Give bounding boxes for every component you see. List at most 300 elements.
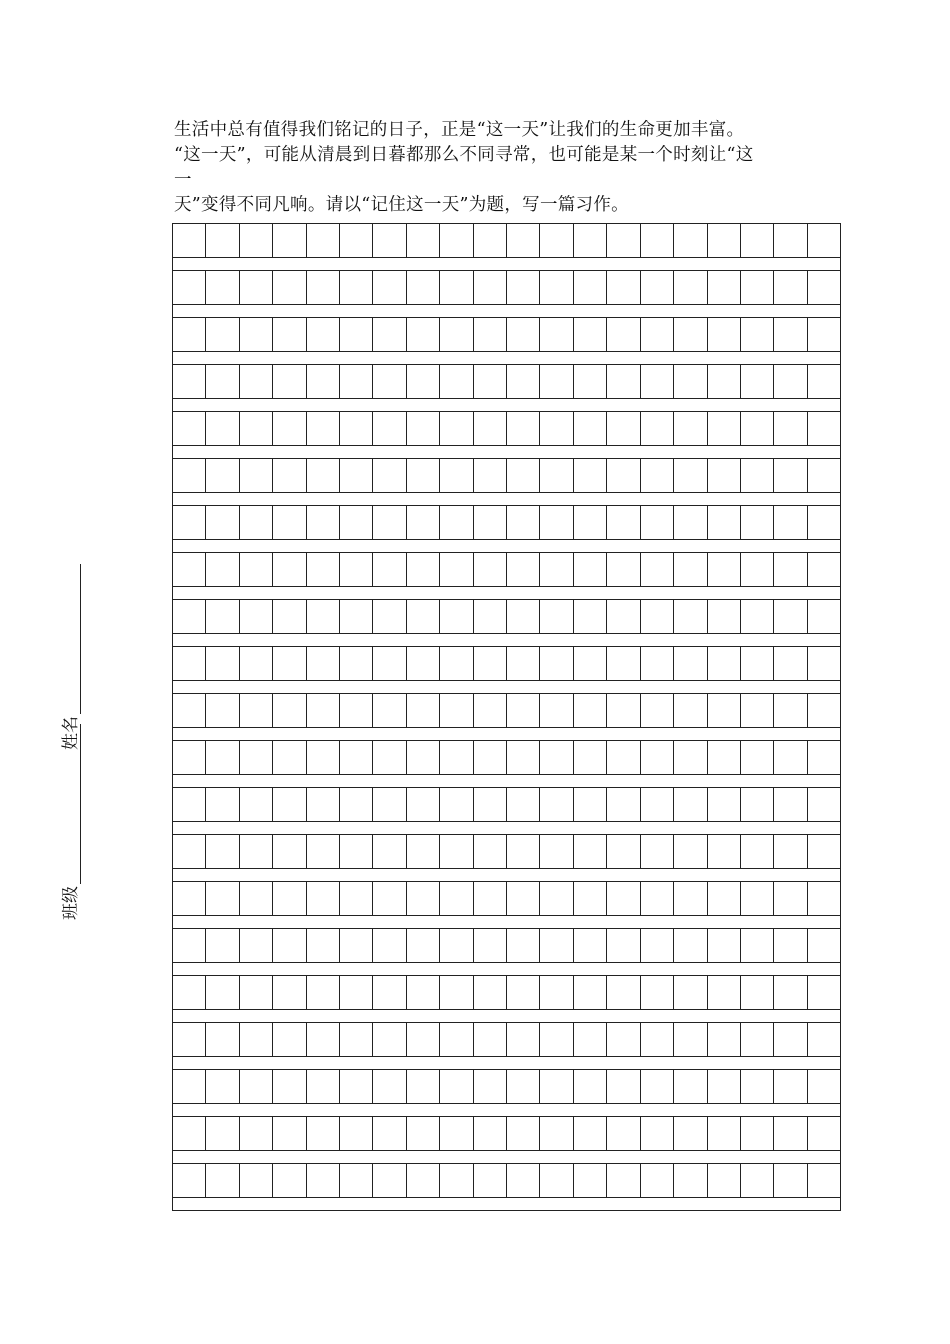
grid-cell[interactable] [206, 600, 239, 633]
grid-cell[interactable] [474, 741, 507, 774]
grid-cell[interactable] [307, 976, 340, 1009]
grid-cell[interactable] [607, 224, 640, 257]
grid-cell[interactable] [206, 459, 239, 492]
grid-cell[interactable] [474, 1070, 507, 1103]
grid-cell[interactable] [708, 459, 741, 492]
grid-cell[interactable] [407, 459, 440, 492]
grid-cell[interactable] [340, 318, 373, 351]
grid-cell[interactable] [340, 976, 373, 1009]
grid-cell[interactable] [507, 412, 540, 445]
grid-cell[interactable] [440, 694, 473, 727]
grid-cell[interactable] [674, 506, 707, 539]
grid-cell[interactable] [273, 694, 306, 727]
grid-cell[interactable] [206, 882, 239, 915]
grid-cell[interactable] [206, 1023, 239, 1056]
grid-cell[interactable] [540, 1023, 573, 1056]
grid-cell[interactable] [574, 318, 607, 351]
grid-cell[interactable] [273, 506, 306, 539]
grid-cell[interactable] [540, 929, 573, 962]
grid-cell[interactable] [540, 459, 573, 492]
grid-cell[interactable] [440, 647, 473, 680]
grid-cell[interactable] [373, 882, 406, 915]
grid-cell[interactable] [741, 741, 774, 774]
name-blank-line[interactable] [62, 564, 81, 714]
grid-cell[interactable] [741, 1023, 774, 1056]
grid-cell[interactable] [474, 600, 507, 633]
grid-cell[interactable] [240, 882, 273, 915]
grid-cell[interactable] [607, 976, 640, 1009]
grid-cell[interactable] [307, 1070, 340, 1103]
grid-cell[interactable] [240, 271, 273, 304]
grid-cell[interactable] [641, 882, 674, 915]
grid-cell[interactable] [340, 600, 373, 633]
grid-cell[interactable] [540, 835, 573, 868]
grid-cell[interactable] [607, 365, 640, 398]
grid-cell[interactable] [607, 412, 640, 445]
grid-cell[interactable] [273, 365, 306, 398]
grid-cell[interactable] [774, 1023, 807, 1056]
grid-cell[interactable] [206, 976, 239, 1009]
grid-cell[interactable] [641, 459, 674, 492]
grid-cell[interactable] [273, 1117, 306, 1150]
grid-cell[interactable] [340, 1070, 373, 1103]
grid-cell[interactable] [574, 412, 607, 445]
grid-cell[interactable] [641, 976, 674, 1009]
grid-cell[interactable] [307, 694, 340, 727]
grid-cell[interactable] [641, 224, 674, 257]
grid-cell[interactable] [540, 365, 573, 398]
grid-cell[interactable] [708, 506, 741, 539]
grid-cell[interactable] [173, 882, 206, 915]
grid-cell[interactable] [407, 553, 440, 586]
grid-cell[interactable] [173, 412, 206, 445]
grid-cell[interactable] [741, 318, 774, 351]
grid-cell[interactable] [373, 506, 406, 539]
grid-cell[interactable] [307, 882, 340, 915]
grid-cell[interactable] [474, 882, 507, 915]
grid-cell[interactable] [340, 365, 373, 398]
grid-cell[interactable] [373, 318, 406, 351]
grid-cell[interactable] [674, 553, 707, 586]
grid-cell[interactable] [607, 553, 640, 586]
grid-cell[interactable] [173, 788, 206, 821]
grid-cell[interactable] [741, 1117, 774, 1150]
grid-cell[interactable] [641, 600, 674, 633]
grid-cell[interactable] [774, 271, 807, 304]
grid-cell[interactable] [574, 1023, 607, 1056]
grid-cell[interactable] [407, 788, 440, 821]
grid-cell[interactable] [373, 1117, 406, 1150]
grid-cell[interactable] [641, 788, 674, 821]
grid-cell[interactable] [273, 835, 306, 868]
grid-cell[interactable] [607, 1070, 640, 1103]
grid-cell[interactable] [240, 1164, 273, 1197]
grid-cell[interactable] [240, 741, 273, 774]
grid-cell[interactable] [240, 1023, 273, 1056]
grid-cell[interactable] [774, 506, 807, 539]
grid-cell[interactable] [407, 647, 440, 680]
grid-cell[interactable] [708, 882, 741, 915]
grid-cell[interactable] [607, 506, 640, 539]
grid-cell[interactable] [173, 1164, 206, 1197]
grid-cell[interactable] [507, 647, 540, 680]
grid-cell[interactable] [373, 694, 406, 727]
grid-cell[interactable] [240, 412, 273, 445]
grid-cell[interactable] [708, 694, 741, 727]
grid-cell[interactable] [741, 788, 774, 821]
grid-cell[interactable] [574, 694, 607, 727]
grid-cell[interactable] [774, 224, 807, 257]
grid-cell[interactable] [206, 1070, 239, 1103]
grid-cell[interactable] [273, 271, 306, 304]
grid-cell[interactable] [273, 318, 306, 351]
grid-cell[interactable] [574, 506, 607, 539]
grid-cell[interactable] [474, 1164, 507, 1197]
grid-cell[interactable] [574, 1117, 607, 1150]
grid-cell[interactable] [440, 741, 473, 774]
grid-cell[interactable] [474, 459, 507, 492]
grid-cell[interactable] [273, 600, 306, 633]
grid-cell[interactable] [340, 224, 373, 257]
grid-cell[interactable] [808, 788, 840, 821]
grid-cell[interactable] [641, 1164, 674, 1197]
grid-cell[interactable] [474, 788, 507, 821]
grid-cell[interactable] [674, 1164, 707, 1197]
grid-cell[interactable] [474, 365, 507, 398]
grid-cell[interactable] [607, 647, 640, 680]
grid-cell[interactable] [173, 1070, 206, 1103]
grid-cell[interactable] [708, 788, 741, 821]
grid-cell[interactable] [674, 271, 707, 304]
grid-cell[interactable] [607, 1164, 640, 1197]
grid-cell[interactable] [474, 694, 507, 727]
grid-cell[interactable] [240, 835, 273, 868]
grid-cell[interactable] [206, 412, 239, 445]
grid-cell[interactable] [507, 318, 540, 351]
grid-cell[interactable] [340, 271, 373, 304]
grid-cell[interactable] [774, 694, 807, 727]
grid-cell[interactable] [808, 365, 840, 398]
grid-cell[interactable] [373, 600, 406, 633]
grid-cell[interactable] [507, 600, 540, 633]
grid-cell[interactable] [540, 600, 573, 633]
grid-cell[interactable] [407, 412, 440, 445]
grid-cell[interactable] [741, 459, 774, 492]
grid-cell[interactable] [206, 647, 239, 680]
grid-cell[interactable] [407, 694, 440, 727]
grid-cell[interactable] [340, 459, 373, 492]
grid-cell[interactable] [540, 553, 573, 586]
grid-cell[interactable] [206, 224, 239, 257]
grid-cell[interactable] [307, 224, 340, 257]
grid-cell[interactable] [474, 224, 507, 257]
grid-cell[interactable] [674, 694, 707, 727]
grid-cell[interactable] [774, 788, 807, 821]
grid-cell[interactable] [607, 459, 640, 492]
grid-cell[interactable] [808, 694, 840, 727]
grid-cell[interactable] [540, 741, 573, 774]
grid-cell[interactable] [407, 506, 440, 539]
grid-cell[interactable] [206, 553, 239, 586]
grid-cell[interactable] [641, 271, 674, 304]
grid-cell[interactable] [407, 318, 440, 351]
grid-cell[interactable] [507, 1023, 540, 1056]
grid-cell[interactable] [774, 318, 807, 351]
grid-cell[interactable] [741, 835, 774, 868]
grid-cell[interactable] [474, 976, 507, 1009]
grid-cell[interactable] [574, 459, 607, 492]
grid-cell[interactable] [307, 600, 340, 633]
grid-cell[interactable] [540, 882, 573, 915]
grid-cell[interactable] [507, 365, 540, 398]
grid-cell[interactable] [674, 647, 707, 680]
grid-cell[interactable] [273, 882, 306, 915]
grid-cell[interactable] [808, 506, 840, 539]
grid-cell[interactable] [440, 929, 473, 962]
grid-cell[interactable] [340, 1023, 373, 1056]
grid-cell[interactable] [440, 788, 473, 821]
grid-cell[interactable] [741, 553, 774, 586]
grid-cell[interactable] [674, 835, 707, 868]
grid-cell[interactable] [674, 1023, 707, 1056]
grid-cell[interactable] [340, 647, 373, 680]
grid-cell[interactable] [474, 929, 507, 962]
grid-cell[interactable] [808, 882, 840, 915]
grid-cell[interactable] [540, 412, 573, 445]
grid-cell[interactable] [774, 600, 807, 633]
grid-cell[interactable] [540, 506, 573, 539]
grid-cell[interactable] [307, 318, 340, 351]
grid-cell[interactable] [240, 600, 273, 633]
grid-cell[interactable] [774, 741, 807, 774]
grid-cell[interactable] [440, 224, 473, 257]
grid-cell[interactable] [540, 271, 573, 304]
grid-cell[interactable] [774, 365, 807, 398]
grid-cell[interactable] [340, 694, 373, 727]
grid-cell[interactable] [641, 694, 674, 727]
grid-cell[interactable] [273, 224, 306, 257]
grid-cell[interactable] [440, 1117, 473, 1150]
grid-cell[interactable] [340, 553, 373, 586]
grid-cell[interactable] [674, 976, 707, 1009]
grid-cell[interactable] [641, 412, 674, 445]
grid-cell[interactable] [774, 1070, 807, 1103]
grid-cell[interactable] [540, 788, 573, 821]
grid-cell[interactable] [474, 271, 507, 304]
grid-cell[interactable] [507, 835, 540, 868]
grid-cell[interactable] [641, 1070, 674, 1103]
grid-cell[interactable] [273, 741, 306, 774]
grid-cell[interactable] [373, 1070, 406, 1103]
grid-cell[interactable] [340, 412, 373, 445]
grid-cell[interactable] [340, 1117, 373, 1150]
grid-cell[interactable] [273, 1070, 306, 1103]
grid-cell[interactable] [641, 506, 674, 539]
grid-cell[interactable] [307, 365, 340, 398]
grid-cell[interactable] [240, 1117, 273, 1150]
grid-cell[interactable] [741, 647, 774, 680]
grid-cell[interactable] [774, 882, 807, 915]
grid-cell[interactable] [307, 647, 340, 680]
grid-cell[interactable] [708, 835, 741, 868]
grid-cell[interactable] [808, 835, 840, 868]
grid-cell[interactable] [273, 647, 306, 680]
grid-cell[interactable] [540, 976, 573, 1009]
grid-cell[interactable] [708, 412, 741, 445]
grid-cell[interactable] [440, 506, 473, 539]
grid-cell[interactable] [607, 929, 640, 962]
grid-cell[interactable] [607, 318, 640, 351]
grid-cell[interactable] [373, 271, 406, 304]
grid-cell[interactable] [540, 224, 573, 257]
grid-cell[interactable] [407, 835, 440, 868]
grid-cell[interactable] [173, 647, 206, 680]
grid-cell[interactable] [273, 553, 306, 586]
grid-cell[interactable] [307, 1023, 340, 1056]
grid-cell[interactable] [507, 224, 540, 257]
grid-cell[interactable] [373, 835, 406, 868]
grid-cell[interactable] [407, 1117, 440, 1150]
grid-cell[interactable] [741, 1070, 774, 1103]
grid-cell[interactable] [674, 1070, 707, 1103]
grid-cell[interactable] [507, 882, 540, 915]
grid-cell[interactable] [507, 741, 540, 774]
grid-cell[interactable] [641, 365, 674, 398]
grid-cell[interactable] [708, 365, 741, 398]
grid-cell[interactable] [607, 1117, 640, 1150]
grid-cell[interactable] [540, 1070, 573, 1103]
grid-cell[interactable] [206, 929, 239, 962]
grid-cell[interactable] [574, 1164, 607, 1197]
grid-cell[interactable] [574, 600, 607, 633]
grid-cell[interactable] [641, 1117, 674, 1150]
grid-cell[interactable] [240, 365, 273, 398]
grid-cell[interactable] [407, 741, 440, 774]
grid-cell[interactable] [440, 271, 473, 304]
grid-cell[interactable] [373, 929, 406, 962]
grid-cell[interactable] [440, 1023, 473, 1056]
grid-cell[interactable] [173, 318, 206, 351]
grid-cell[interactable] [173, 459, 206, 492]
grid-cell[interactable] [641, 318, 674, 351]
grid-cell[interactable] [206, 835, 239, 868]
grid-cell[interactable] [708, 1023, 741, 1056]
grid-cell[interactable] [173, 1023, 206, 1056]
grid-cell[interactable] [240, 459, 273, 492]
grid-cell[interactable] [708, 1164, 741, 1197]
grid-cell[interactable] [407, 976, 440, 1009]
grid-cell[interactable] [373, 553, 406, 586]
grid-cell[interactable] [240, 647, 273, 680]
grid-cell[interactable] [607, 600, 640, 633]
grid-cell[interactable] [641, 553, 674, 586]
grid-cell[interactable] [540, 1164, 573, 1197]
grid-cell[interactable] [240, 788, 273, 821]
grid-cell[interactable] [808, 318, 840, 351]
grid-cell[interactable] [206, 694, 239, 727]
grid-cell[interactable] [774, 976, 807, 1009]
grid-cell[interactable] [607, 835, 640, 868]
grid-cell[interactable] [774, 647, 807, 680]
grid-cell[interactable] [307, 459, 340, 492]
grid-cell[interactable] [206, 506, 239, 539]
grid-cell[interactable] [507, 271, 540, 304]
grid-cell[interactable] [440, 412, 473, 445]
grid-cell[interactable] [574, 647, 607, 680]
grid-cell[interactable] [440, 1164, 473, 1197]
grid-cell[interactable] [741, 976, 774, 1009]
grid-cell[interactable] [407, 929, 440, 962]
grid-cell[interactable] [741, 224, 774, 257]
grid-cell[interactable] [407, 365, 440, 398]
grid-cell[interactable] [507, 506, 540, 539]
grid-cell[interactable] [173, 835, 206, 868]
grid-cell[interactable] [641, 1023, 674, 1056]
grid-cell[interactable] [674, 600, 707, 633]
grid-cell[interactable] [173, 976, 206, 1009]
grid-cell[interactable] [574, 365, 607, 398]
grid-cell[interactable] [674, 1117, 707, 1150]
grid-cell[interactable] [373, 412, 406, 445]
grid-cell[interactable] [641, 741, 674, 774]
grid-cell[interactable] [440, 835, 473, 868]
grid-cell[interactable] [708, 1117, 741, 1150]
grid-cell[interactable] [440, 600, 473, 633]
grid-cell[interactable] [373, 741, 406, 774]
grid-cell[interactable] [206, 741, 239, 774]
grid-cell[interactable] [307, 835, 340, 868]
grid-cell[interactable] [474, 835, 507, 868]
grid-cell[interactable] [474, 647, 507, 680]
grid-cell[interactable] [741, 1164, 774, 1197]
grid-cell[interactable] [440, 365, 473, 398]
grid-cell[interactable] [741, 600, 774, 633]
grid-cell[interactable] [340, 741, 373, 774]
grid-cell[interactable] [340, 882, 373, 915]
grid-cell[interactable] [808, 600, 840, 633]
grid-cell[interactable] [808, 1117, 840, 1150]
grid-cell[interactable] [507, 976, 540, 1009]
grid-cell[interactable] [741, 271, 774, 304]
grid-cell[interactable] [808, 647, 840, 680]
grid-cell[interactable] [674, 412, 707, 445]
grid-cell[interactable] [240, 553, 273, 586]
grid-cell[interactable] [774, 1164, 807, 1197]
grid-cell[interactable] [708, 553, 741, 586]
grid-cell[interactable] [407, 271, 440, 304]
grid-cell[interactable] [373, 976, 406, 1009]
grid-cell[interactable] [240, 694, 273, 727]
grid-cell[interactable] [708, 318, 741, 351]
grid-cell[interactable] [774, 459, 807, 492]
grid-cell[interactable] [574, 741, 607, 774]
grid-cell[interactable] [440, 553, 473, 586]
grid-cell[interactable] [173, 365, 206, 398]
grid-cell[interactable] [307, 1164, 340, 1197]
grid-cell[interactable] [674, 318, 707, 351]
grid-cell[interactable] [607, 788, 640, 821]
grid-cell[interactable] [173, 1117, 206, 1150]
grid-cell[interactable] [507, 1117, 540, 1150]
grid-cell[interactable] [774, 835, 807, 868]
grid-cell[interactable] [540, 318, 573, 351]
grid-cell[interactable] [307, 788, 340, 821]
grid-cell[interactable] [206, 1164, 239, 1197]
grid-cell[interactable] [708, 929, 741, 962]
grid-cell[interactable] [240, 318, 273, 351]
grid-cell[interactable] [607, 882, 640, 915]
grid-cell[interactable] [540, 1117, 573, 1150]
